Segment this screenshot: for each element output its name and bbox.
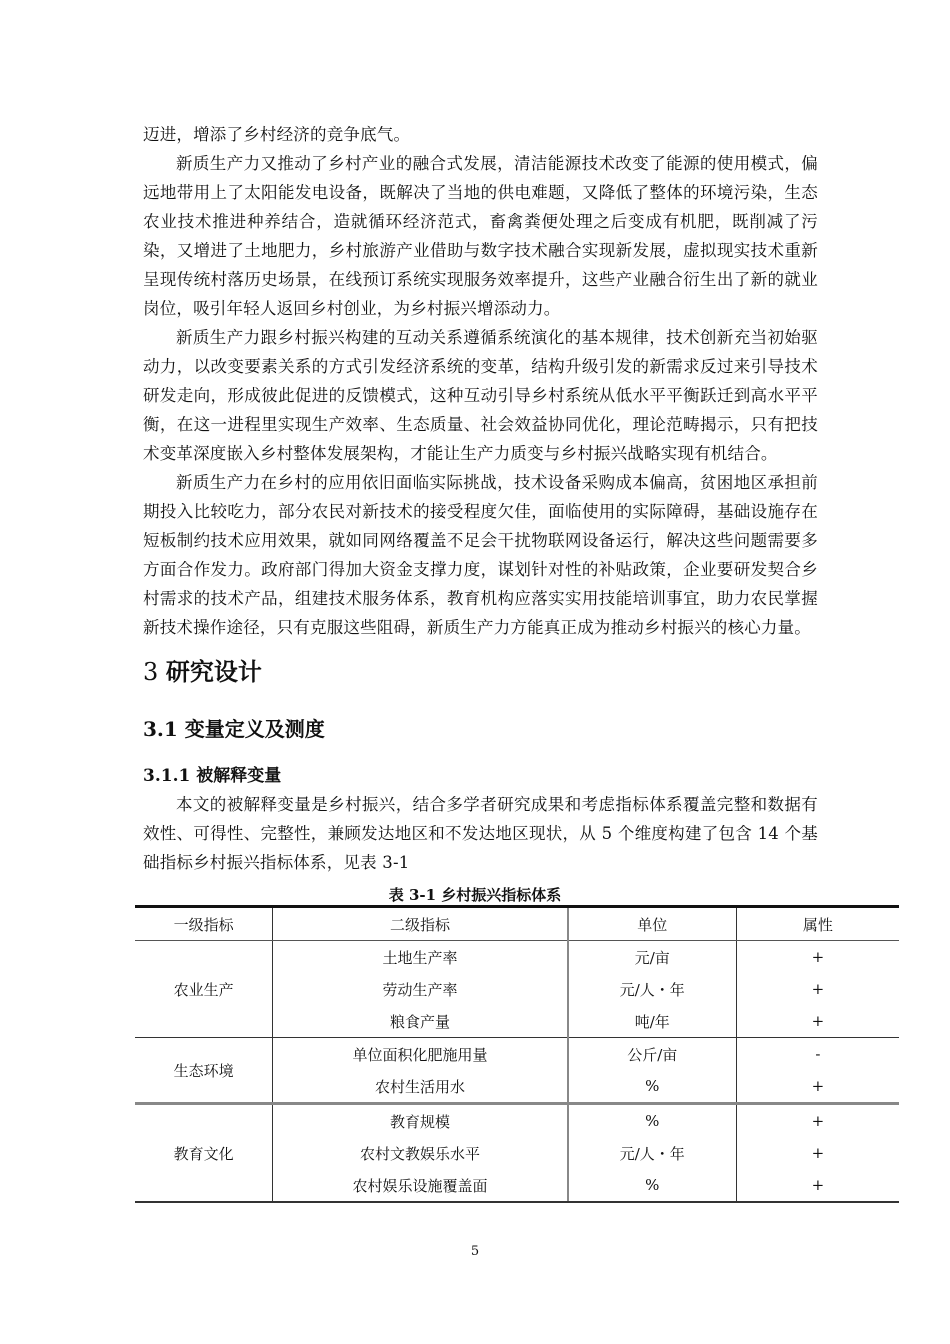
heading-number: 3 xyxy=(143,658,159,686)
cell-attribute: + xyxy=(811,948,825,966)
table-row xyxy=(135,1104,899,1138)
heading-section-3 xyxy=(143,652,262,687)
cell-indicator: 粮食产量 xyxy=(273,1005,568,1038)
heading-3-1: 3.1 变量定义及测度 xyxy=(143,717,325,741)
body-section-1 xyxy=(143,120,818,642)
cell-indicator: 农村娱乐设施覆盖面 xyxy=(273,1169,568,1202)
header-level1: 一级指标 xyxy=(135,907,273,941)
table-row xyxy=(135,941,899,974)
indicator-table xyxy=(135,905,899,1203)
cell-attribute: - xyxy=(815,1045,821,1063)
cell-attribute: + xyxy=(736,1070,899,1104)
cell-unit: 元/亩 xyxy=(568,941,737,974)
cell-attribute: + xyxy=(811,1144,825,1162)
table-caption: 表 3-1 乡村振兴指标体系 xyxy=(388,886,562,904)
cell-attribute: + xyxy=(736,1169,899,1202)
cell-unit: % xyxy=(568,1169,737,1202)
cell-indicator: 教育规模 xyxy=(273,1104,568,1138)
paragraph-industry-integration: 新质生产力又推动了乡村产业的融合式发展，清洁能源技术改变了能源的使用模式，偏远地带用上了太阳能发电设备，既解决了当地的供电难题，又降低了整体的环境污染，生态农业技术推进种养结合，造就循环经济范式，畜禽粪便处理之后变成有机肥，既削减了污染，又增进了土地肥力，乡村旅游产业借助与数字技术融合实现新发展，虚拟现实技术重新呈现传统村落历史场景，在线预订系统实现服务效率提升，这些产业融合衍生出了新的就业岗位，吸引年轻人返回乡村创业，为乡村振兴增添动力。 xyxy=(143,154,818,318)
heading-3-1-1: 3.1.1 被解释变量 xyxy=(143,766,282,786)
group-name: 农业生产 xyxy=(135,941,273,1038)
header-level2: 二级指标 xyxy=(273,907,568,941)
paragraph-continuation: 迈进，增添了乡村经济的竞争底气。 xyxy=(143,125,411,144)
cell-unit: % xyxy=(568,1070,737,1104)
table-row xyxy=(135,1038,899,1071)
group-name: 生态环境 xyxy=(135,1038,273,1104)
group-name: 教育文化 xyxy=(135,1104,273,1203)
cell-unit: % xyxy=(568,1104,737,1138)
header-unit: 单位 xyxy=(568,907,737,941)
body-section-2 xyxy=(143,790,818,877)
paragraph-interaction: 新质生产力跟乡村振兴构建的互动关系遵循系统演化的基本规律，技术创新充当初始驱动力，以改变要素关系的方式引发经济系统的变革，结构升级引发的新需求反过来引导技术研发走向，形成彼此促进的反馈模式，这种互动引导乡村系统从低水平平衡跃迁到高水平平衡，在这一进程里实现生产效率、生态质量、社会效益协同优化，理论范畴揭示，只有把技术变革深度嵌入乡村整体发展架构，才能让生产力质变与乡村振兴战略实现有机结合。 xyxy=(143,328,818,463)
cell-indicator: 单位面积化肥施用量 xyxy=(273,1038,568,1071)
cell-unit: 元/人・年 xyxy=(568,973,737,1005)
cell-indicator: 土地生产率 xyxy=(273,941,568,974)
cell-attribute: + xyxy=(736,1005,899,1038)
cell-unit: 公斤/亩 xyxy=(568,1038,737,1071)
heading-title: 研究设计 xyxy=(165,657,262,686)
header-attribute: 属性 xyxy=(736,907,899,941)
paragraph-dependent-variable: 本文的被解释变量是乡村振兴，结合多学者研究成果和考虑指标体系覆盖完整和数据有效性、可得性、完整性，兼顾发达地区和不发达地区现状，从 5 个维度构建了包含 14 个基础指标乡村振兴指标体系，见表 3-1 xyxy=(143,795,818,872)
cell-unit: 元/人・年 xyxy=(568,1137,737,1169)
cell-attribute: + xyxy=(811,980,825,998)
cell-indicator: 劳动生产率 xyxy=(273,973,568,1005)
paragraph-challenges: 新质生产力在乡村的应用依旧面临实际挑战，技术设备采购成本偏高，贫困地区承担前期投入比较吃力，部分农民对新技术的接受程度欠佳，面临使用的实际障碍，基础设施存在短板制约技术应用效果，就如同网络覆盖不足会干扰物联网设备运行，解决这些问题需要多方面合作发力。政府部门得加大资金支撑力度，谋划针对性的补贴政策，企业要研发契合乡村需求的技术产品，组建技术服务体系，教育机构应落实实用技能培训事宜，助力农民掌握新技术操作途径，只有克服这些阻碍，新质生产力方能真正成为推动乡村振兴的核心力量。 xyxy=(143,473,818,637)
page-number: 5 xyxy=(470,1244,480,1259)
cell-indicator: 农村生活用水 xyxy=(273,1070,568,1104)
table-header-row xyxy=(135,907,899,941)
cell-unit: 吨/年 xyxy=(568,1005,737,1038)
cell-indicator: 农村文教娱乐水平 xyxy=(273,1137,568,1169)
cell-attribute: + xyxy=(811,1112,825,1130)
